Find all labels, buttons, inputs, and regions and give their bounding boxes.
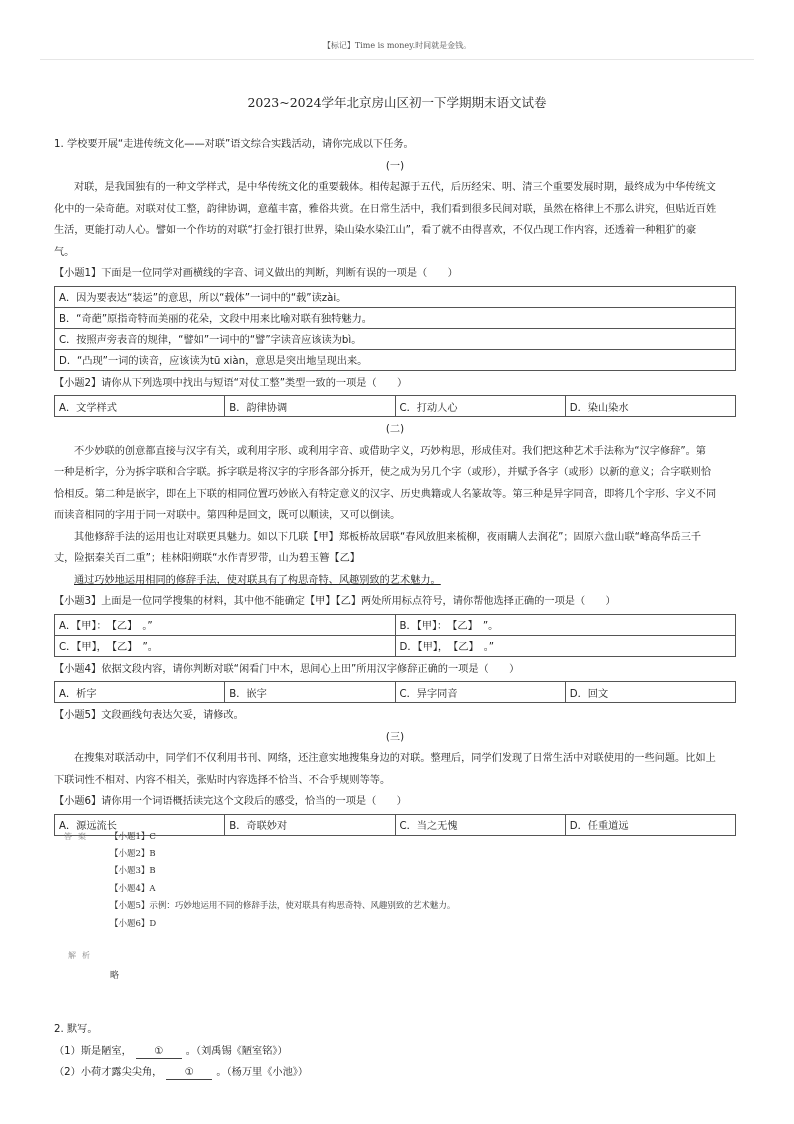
fill-blank[interactable]: ① (166, 1067, 212, 1080)
option-d[interactable]: D．“凸现”一词的读音，应该读为tū xiàn，意思是突出地呈现出来。 (55, 349, 736, 370)
option-a[interactable]: A．因为要表达“装运”的意思，所以“载体”一词中的“载”读zài。 (55, 286, 736, 307)
option-b[interactable]: B．韵律协调 (225, 396, 395, 417)
option-a[interactable]: A．【甲】： 【乙】 。” (55, 614, 396, 635)
underlined-text: 通过巧妙地运用相同的修辞手法，使对联具有了构思奇特、风趣别致的艺术魅力。 (74, 574, 441, 586)
subquestion-3: 【小题3】上面是一位同学搜集的材料，其中他不能确定【甲】【乙】两处所用标点符号，请你帮他选择正确的一项是（ ） (54, 596, 616, 607)
option-b[interactable]: B．【甲】： 【乙】 ”。 (395, 614, 736, 635)
answer-item: 【小题5】示例：巧妙地运用不同的修辞手法，使对联具有构思奇特、风趣别致的艺术魅力。 (110, 901, 456, 911)
header-divider (40, 59, 754, 60)
answer-item: 【小题2】B (110, 848, 156, 859)
section-3-heading: (三) (385, 731, 405, 743)
option-c[interactable]: C．【甲】， 【乙】 ”。 (55, 635, 396, 656)
subquestion-4-options (54, 681, 736, 703)
option-a[interactable]: A．文学样式 (55, 396, 225, 417)
option-d[interactable]: D．任重道远 (565, 814, 735, 835)
passage-1-line: 气。 (54, 246, 75, 258)
passage-4-line: 在搜集对联活动中，同学们不仅利用书刊、网络，还注意实地搜集身边的对联。整理后，同学们发现了日常生活中对联使用的一些问题。比如上 (74, 753, 716, 764)
option-d[interactable]: D．回文 (565, 682, 735, 703)
passage-4-line: 下联词性不相对、内容不相关，张贴时内容选择不恰当、不合乎规则等等。 (54, 774, 391, 786)
passage-3-line: 丈，险据秦关百二重”；桂林阳朔联“水作青罗带，山为碧玉簪【乙】 (54, 553, 360, 564)
option-b[interactable]: B．“奇葩”原指奇特而美丽的花朵，文段中用来比喻对联有独特魅力。 (55, 307, 736, 328)
analysis-text: 略 (110, 971, 120, 981)
subquestion-6: 【小题6】请你用一个词语概括读完这个文段后的感受，恰当的一项是（ ） (54, 796, 407, 807)
section-1-heading: (一) (385, 160, 405, 172)
underlined-sentence (54, 570, 736, 592)
q2-item-suffix: 。（杨万里《小池》） (216, 1067, 309, 1078)
option-d[interactable]: D．【甲】， 【乙】 。” (395, 635, 736, 656)
q2-item-prefix: （1）斯是陋室， (54, 1045, 132, 1057)
answer-section (64, 828, 744, 933)
passage-1-line: 生活，更能打动人心。譬如一个作坊的对联“打金打银打世界，染山染水染江山”，看了就不由得喜欢，不仅凸现工作内容，还透着一种粗犷的豪 (54, 225, 697, 236)
paper-title: 2023~2024学年北京房山区初一下学期期末语文试卷 (247, 95, 547, 110)
answer-item: 【小题1】C (110, 832, 156, 842)
subquestion-1-options (54, 286, 736, 371)
question-1 (54, 134, 736, 838)
passage-2-line: 恰相反。第二种是嵌字，即在上下联的相同位置巧妙嵌入有特定意义的汉字、历史典籍或人名篆故等。第三种是异字同音，即将几个字形、字义不同 (54, 488, 717, 500)
q2-item-prefix: （2）小荷才露尖尖角， (54, 1067, 163, 1078)
page-header: 【标记】Time is money.时间就是金钱。 (322, 41, 472, 50)
option-a[interactable]: A．源远流长 (55, 814, 225, 835)
answer-item: 【小题6】D (110, 918, 157, 929)
passage-3-line: 其他修辞手法的运用也让对联更具魅力。如以下几联【甲】郑板桥故居联“春风放胆来梳柳，夜雨瞒人去润花”；固原六盘山联“峰高华岳三千 (74, 531, 702, 543)
q2-item-suffix: 。（刘禹锡《陋室铭》） (185, 1045, 288, 1057)
answer-label: 答案 (64, 832, 92, 841)
subquestion-4: 【小题4】依据文段内容，请你判断对联“闲看门中木，思间心上田”所用汉字修辞正确的一项是（ ） (54, 663, 520, 675)
subquestion-2: 【小题2】请你从下列选项中找出与短语“对仗工整”类型一致的一项是（ ） (54, 377, 408, 389)
answer-item: 【小题3】B (110, 866, 156, 876)
passage-2-line: 不少妙联的创意都直接与汉字有关，或利用字形、或利用字音、或借助字义，巧妙构思，形成佳对。我们把这种艺术手法称为“汉字修辞”。第 (74, 445, 706, 457)
option-c[interactable]: C．异字同音 (395, 682, 565, 703)
subquestion-1: 【小题1】下面是一位同学对画横线的字音、词义做出的判断，判断有误的一项是（ ） (54, 268, 458, 279)
option-b[interactable]: B．嵌字 (225, 682, 395, 703)
fill-blank[interactable]: ① (136, 1046, 182, 1059)
option-b[interactable]: B．奇联妙对 (225, 814, 395, 835)
q2-item-2 (54, 1062, 736, 1084)
subquestion-5: 【小题5】文段画线句表达欠妥，请修改。 (54, 710, 244, 721)
passage-1-line: 化中的一朵奇葩。对联对仗工整，韵律协调，意蕴丰富，雅俗共赏。在日常生活中，我们看到很多民间对联，虽然在格律上不那么讲究，但贴近百姓 (54, 203, 717, 215)
option-a[interactable]: A．析字 (55, 682, 225, 703)
question-2 (54, 1019, 736, 1084)
q2-intro: 2. 默写。 (54, 1024, 98, 1035)
option-d[interactable]: D．染山染水 (565, 396, 735, 417)
answer-item: 【小题4】A (110, 883, 156, 894)
analysis-label: 解析 (68, 951, 96, 960)
option-c[interactable]: C．按照声旁表音的规律，“譬如”一词中的“譬”字读音应该读为bì。 (55, 328, 736, 349)
q1-intro: 1. 学校要开展“走进传统文化——对联”语文综合实践活动，请你完成以下任务。 (54, 139, 414, 150)
passage-2-line: 一种是析字，分为拆字联和合字联。拆字联是将汉字的字形各部分拆开，使之成为另几个字（或形），并赋予各字（或形）以新的意义；合字联则恰 (54, 467, 712, 478)
q2-item-1 (54, 1041, 736, 1063)
passage-1-line: 对联，是我国独有的一种文学样式，是中华传统文化的重要载体。相传起源于五代，后历经宋、明、清三个重要发展时期，最终成为中华传统文 (74, 182, 716, 193)
passage-2-line: 而读音相同的字用于同一对联中。第四种是回文，既可以顺读，又可以倒读。 (54, 510, 401, 521)
option-c[interactable]: C．当之无愧 (395, 814, 565, 835)
section-2-heading: (二) (385, 424, 405, 435)
subquestion-2-options (54, 395, 736, 417)
option-c[interactable]: C．打动人心 (395, 396, 565, 417)
subquestion-3-options (54, 614, 736, 657)
